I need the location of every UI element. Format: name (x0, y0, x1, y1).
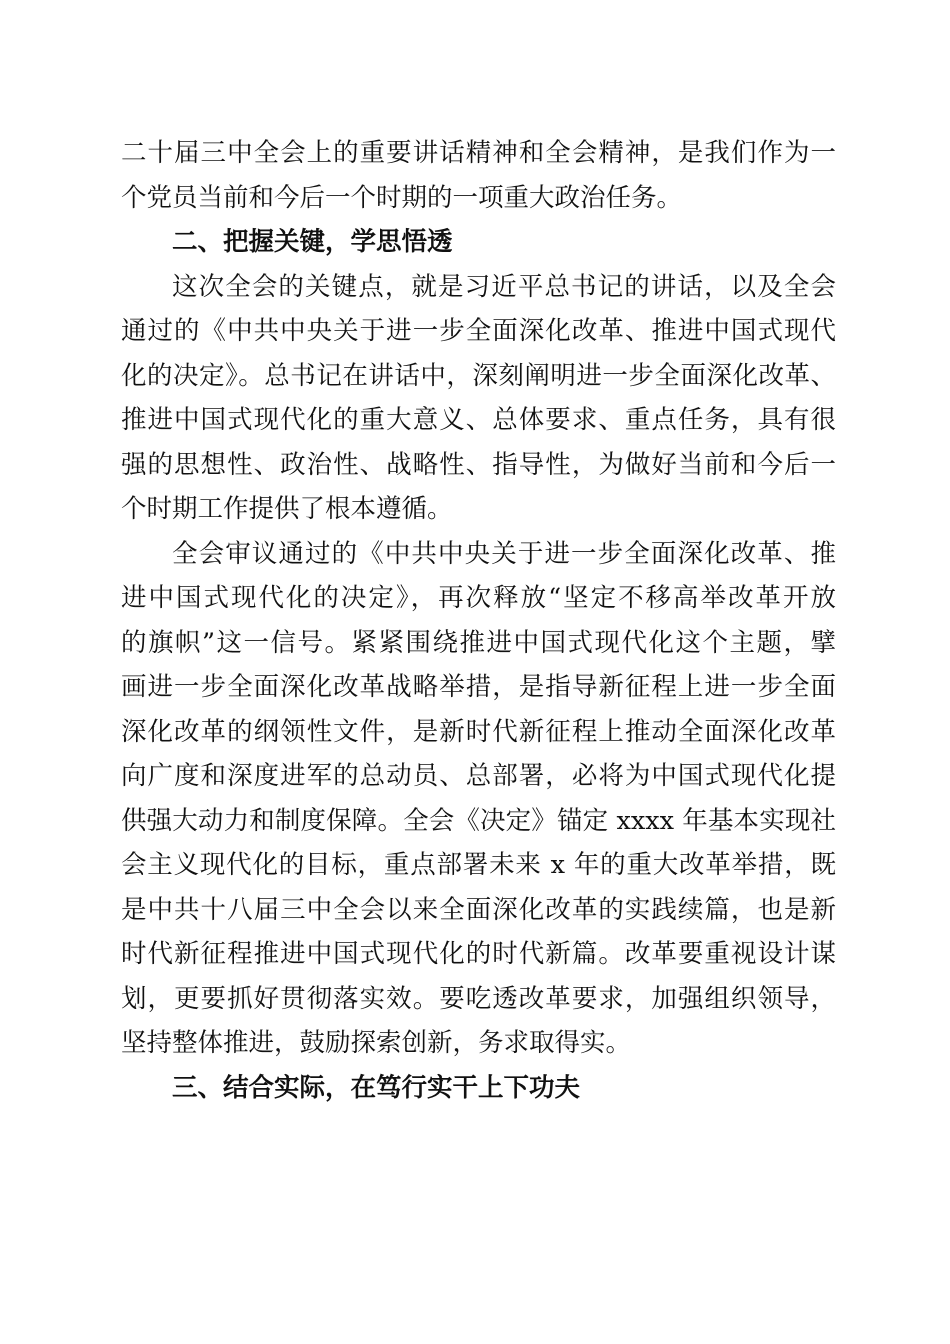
text-line: 通过的《中共中央关于进一步全面深化改革、推进中国式现代 (121, 316, 836, 346)
text-line: 个党员当前和今后一个时期的一项重大政治任务。 (121, 182, 683, 213)
text-line: 强的思想性、政治性、战略性、指导性，为做好当前和今后一 (121, 449, 836, 480)
section-heading: 三、结合实际，在笃行实干上下功夫 (172, 1072, 581, 1103)
document-body (121, 131, 836, 1110)
text-line: 是中共十八届三中全会以来全面深化改革的实践续篇，也是新 (121, 894, 836, 925)
text-line: 的旗帜”这一信号。紧紧围绕推进中国式现代化这个主题，擘 (121, 627, 836, 658)
text-line: 化的决定》。总书记在讲话中，深刻阐明进一步全面深化改革、 (121, 360, 836, 391)
text-line: 推进中国式现代化的重大意义、总体要求、重点任务，具有很 (121, 405, 836, 435)
paragraph (121, 131, 836, 220)
paragraph (121, 265, 836, 532)
section-heading: 二、把握关键，学思悟透 (172, 227, 453, 257)
text-line: 画进一步全面深化改革战略举措，是指导新征程上进一步全面 (121, 672, 836, 702)
text-line: 深化改革的纲领性文件，是新时代新征程上推动全面深化改革 (121, 716, 836, 747)
text-line: 进中国式现代化的决定》，再次释放“坚定不移高举改革开放 (121, 583, 836, 613)
text-line: 二十届三中全会上的重要讲话精神和全会精神，是我们作为一 (121, 138, 836, 168)
text-line: 个时期工作提供了根本遵循。 (121, 494, 453, 524)
text-line: 时代新征程推进中国式现代化的时代新篇。改革要重视设计谋 (121, 939, 836, 969)
text-line: 这次全会的关键点，就是习近平总书记的讲话，以及全会 (172, 271, 836, 302)
text-line: 向广度和深度进军的总动员、总部署，必将为中国式现代化提 (121, 761, 836, 791)
paragraph (121, 532, 836, 1066)
text-line: 全会审议通过的《中共中央关于进一步全面深化改革、推 (172, 538, 836, 569)
text-line: 会主义现代化的目标，重点部署未来 x 年的重大改革举措，既 (121, 850, 836, 880)
text-line: 坚持整体推进，鼓励探索创新，务求取得实。 (121, 1028, 632, 1058)
text-line: 供强大动力和制度保障。全会《决定》锚定 xxxx 年基本实现社 (121, 805, 836, 836)
text-line: 划，更要抓好贯彻落实效。要吃透改革要求，加强组织领导， (121, 983, 836, 1014)
